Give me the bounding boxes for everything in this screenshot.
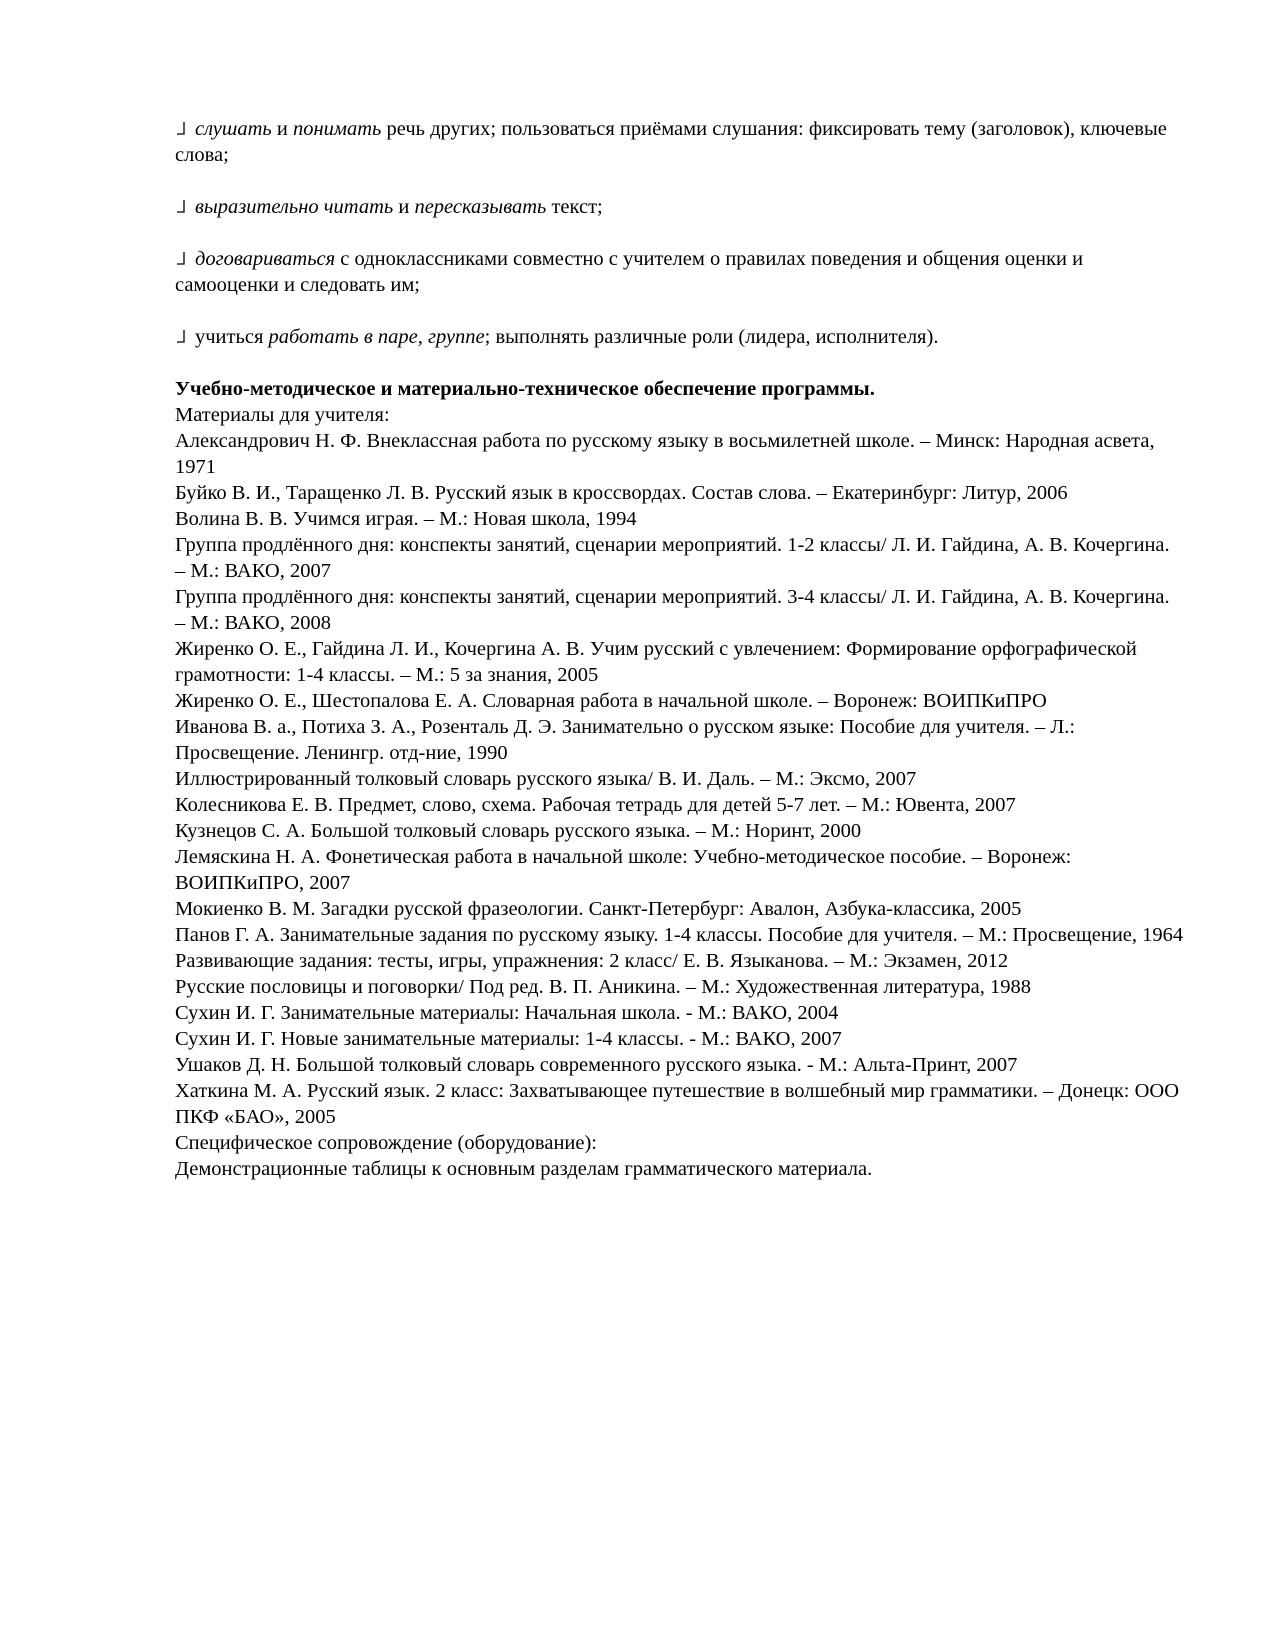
bullet-text-italic: пересказывать — [414, 196, 547, 218]
reference-item: Жиренко О. Е., Шестопалова Е. А. Словарная работа в начальной школе. – Воронеж: ВОИПКиПРО — [175, 690, 1047, 712]
bullet-text-italic: слушать — [195, 118, 272, 140]
bullet-item-teamwork — [175, 324, 1185, 350]
equipment-text: Демонстрационные таблицы к основным разделам грамматического материала. — [175, 1158, 873, 1180]
bullet-text: и — [271, 118, 293, 140]
document-page — [175, 116, 1185, 1182]
reference-item: Кузнецов С. А. Большой толковый словарь русского языка. – М.: Норинт, 2000 — [175, 820, 862, 842]
bullet-corner-icon — [175, 324, 195, 350]
reference-item: Колесникова Е. В. Предмет, слово, схема. Рабочая тетрадь для детей 5-7 лет. – М.: Ювента, 2007 — [175, 794, 1016, 816]
bullet-text: с одноклассниками совместно с учителем о правилах поведения и общения оценки и самооценки и следовать им; — [175, 248, 1084, 296]
reference-item: Группа продлённого дня: конспекты занятий, сценарии мероприятий. 1-2 классы/ Л. И. Гайдина, А. В. Кочергина. – М.: ВАКО, 2007 — [175, 534, 1170, 582]
reference-item: Сухин И. Г. Новые занимательные материалы: 1-4 классы. - М.: ВАКО, 2007 — [175, 1028, 842, 1050]
bullet-corner-icon — [175, 116, 195, 142]
bullet-text: текст; — [546, 196, 603, 218]
reference-item: Русские пословицы и поговорки/ Под ред. В. П. Аникина. – М.: Художественная литература, 1988 — [175, 976, 1031, 998]
reference-item: Иллюстрированный толковый словарь русского языка/ В. И. Даль. – М.: Эксмо, 2007 — [175, 768, 917, 790]
section-title: Учебно-методическое и материально-техническое обеспечение программы. — [175, 378, 875, 400]
reference-item: Иванова В. а., Потиха З. А., Розенталь Д. Э. Занимательно о русском языке: Пособие для учителя. – Л.: Просвещение. Ленингр. отд-ние, 1990 — [175, 716, 1076, 764]
bullet-text-italic: понимать — [292, 118, 382, 140]
bullet-text: и — [393, 196, 415, 218]
reference-item: Хаткина М. А. Русский язык. 2 класс: Захватывающее путешествие в волшебный мир грамматики. – Донецк: ООО ПКФ «БАО», 2005 — [175, 1080, 1180, 1128]
bullet-text: речь других; пользоваться приёмами слушания: фиксировать тему (заголовок), ключевые слова; — [175, 118, 1167, 166]
bullet-item-reading — [175, 194, 1185, 220]
bullet-text-italic: работать в паре, группе — [268, 326, 485, 348]
reference-item: Группа продлённого дня: конспекты занятий, сценарии мероприятий. 3-4 классы/ Л. И. Гайдина, А. В. Кочергина. – М.: ВАКО, 2008 — [175, 586, 1170, 634]
bullet-corner-icon — [175, 246, 195, 272]
reference-item: Лемяскина Н. А. Фонетическая работа в начальной школе: Учебно-методическое пособие. – Воронеж: ВОИПКиПРО, 2007 — [175, 846, 1072, 894]
bullet-text-italic: выразительно читать — [195, 196, 394, 218]
reference-item: Развивающие задания: тесты, игры, упражнения: 2 класс/ Е. В. Языканова. – М.: Экзамен, 2012 — [175, 950, 1009, 972]
reference-item: Ушаков Д. Н. Большой толковый словарь современного русского языка. - М.: Альта-Принт, 2007 — [175, 1054, 1018, 1076]
reference-item: Буйко В. И., Таращенко Л. В. Русский язык в кроссвордах. Состав слова. – Екатеринбург: Литур, 2006 — [175, 482, 1068, 504]
bullet-corner-icon — [175, 194, 195, 220]
reference-item: Панов Г. А. Занимательные задания по русскому языку. 1-4 классы. Пособие для учителя. – М.: Просвещение, 1964 — [175, 924, 1184, 946]
bullet-item-listening — [175, 116, 1185, 168]
reference-list — [175, 428, 1185, 1130]
bullet-item-agreeing — [175, 246, 1185, 298]
reference-item: Волина В. В. Учимся играя. – М.: Новая школа, 1994 — [175, 508, 637, 530]
reference-item: Мокиенко В. М. Загадки русской фразеологии. Санкт-Петербург: Авалон, Азбука-классика, 2005 — [175, 898, 1022, 920]
reference-item: Сухин И. Г. Занимательные материалы: Начальная школа. - М.: ВАКО, 2004 — [175, 1002, 839, 1024]
reference-item: Жиренко О. Е., Гайдина Л. И., Кочергина А. В. Учим русский с увлечением: Формирование орфографической грамотности: 1-4 классы. – М.: 5 за знания, 2005 — [175, 638, 1137, 686]
equipment-title: Специфическое сопровождение (оборудование): — [175, 1132, 598, 1154]
section-subtitle: Материалы для учителя: — [175, 404, 390, 426]
bullet-text-italic: договариваться — [195, 248, 336, 270]
bullet-text: учиться — [195, 326, 269, 348]
bullet-text: ; выполнять различные роли (лидера, исполнителя). — [484, 326, 939, 348]
reference-item: Александрович Н. Ф. Внеклассная работа по русскому языку в восьмилетней школе. – Минск: Народная асвета, 1971 — [175, 430, 1155, 478]
